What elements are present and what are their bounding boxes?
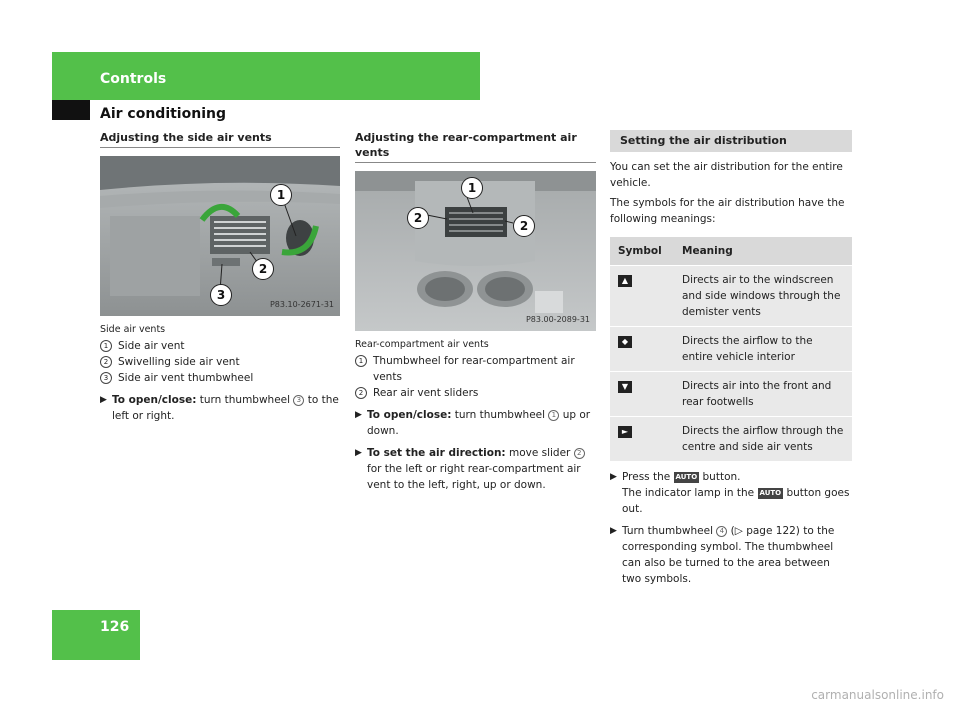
- side-vents-heading: Adjusting the side air vents: [100, 130, 340, 148]
- intro-text: The symbols for the air distribution have the following meanings:: [610, 197, 845, 225]
- symbol-table: [610, 237, 852, 461]
- photo-code: P83.00-2089-31: [525, 315, 590, 324]
- air-distribution-heading: Setting the air distribution: [610, 130, 852, 152]
- table-row: ◆ Directs the airflow to the entire vehicle interior: [610, 326, 852, 371]
- list-item: 1 Thumbwheel for rear-compartment air vents: [355, 353, 596, 385]
- step-arrow-icon: ▶: [355, 448, 362, 458]
- callout-2: 2: [407, 207, 429, 229]
- instruction-step: ▶ To open/close: turn thumbwheel 3 to the left or right.: [100, 394, 339, 422]
- auto-button-icon: AUTO: [675, 473, 698, 481]
- callout-1: 1: [461, 177, 483, 199]
- callout-2: 2: [252, 258, 274, 280]
- list-item: 2 Rear air vent sliders: [355, 385, 596, 401]
- table-header-row: [610, 237, 852, 265]
- column-header: Symbol: [618, 245, 662, 257]
- callout-1: 1: [270, 184, 292, 206]
- instruction-step: ▶ Press the AUTO button. The indicator lamp in the AUTO button goes out.: [610, 471, 850, 515]
- instruction-step: ▶ To set the air direction: move slider 2 for the left or right rear-compartment air vent to the left, right, up or down.: [355, 445, 596, 493]
- page-number-box: [52, 610, 140, 660]
- side-vents-caption: Side air vents: [100, 324, 166, 335]
- page-number: 126: [100, 619, 130, 635]
- step-arrow-icon: ▶: [610, 472, 617, 482]
- step-arrow-icon: ▶: [100, 395, 107, 405]
- table-row: ▲ Directs air to the windscreen and side windows through the demister vents: [610, 265, 852, 326]
- page-ref-arrow-icon: ▷: [734, 525, 743, 537]
- table-row: ▼ Directs air into the front and rear footwells: [610, 371, 852, 416]
- list-item: 3 Side air vent thumbwheel: [100, 370, 340, 386]
- air-distribution-column: [610, 130, 852, 587]
- list-item: 1 Side air vent: [100, 338, 340, 354]
- callout-2: 2: [513, 215, 535, 237]
- rear-vents-caption: Rear-compartment air vents: [355, 339, 489, 350]
- step-arrow-icon: ▶: [355, 410, 362, 420]
- rear-vents-column: [355, 130, 596, 493]
- column-header: Meaning: [682, 245, 733, 257]
- photo-code: P83.10-2671-31: [269, 300, 334, 309]
- section-marker: [52, 100, 90, 120]
- rear-vents-photo: [355, 171, 596, 331]
- centre-vents-airflow-icon: ►: [618, 426, 632, 438]
- side-vents-photo: [100, 156, 340, 316]
- table-row: ► Directs the airflow through the centre and side air vents: [610, 416, 852, 461]
- footwell-airflow-icon: ▼: [618, 381, 632, 393]
- instruction-step: ▶ To open/close: turn thumbwheel 1 up or down.: [355, 409, 591, 437]
- chapter-title: Controls: [100, 71, 167, 87]
- entire-interior-airflow-icon: ◆: [618, 336, 632, 348]
- step-arrow-icon: ▶: [610, 526, 617, 536]
- section-title: Air conditioning: [100, 106, 226, 122]
- rear-vents-heading: Adjusting the rear-compartment air vents: [355, 130, 596, 163]
- list-item: 2 Swivelling side air vent: [100, 354, 340, 370]
- instruction-step: ▶ Turn thumbwheel 4 (▷ page 122) to the corresponding symbol. The thumbwheel can also be turned to the area between two symbols.: [610, 525, 835, 585]
- callout-3: 3: [210, 284, 232, 306]
- watermark: carmanualsonline.info: [811, 688, 944, 702]
- auto-button-icon: AUTO: [759, 489, 782, 497]
- windscreen-airflow-icon: ▲: [618, 275, 632, 287]
- intro-text: You can set the air distribution for the entire vehicle.: [610, 161, 843, 189]
- side-vents-column: [100, 130, 340, 424]
